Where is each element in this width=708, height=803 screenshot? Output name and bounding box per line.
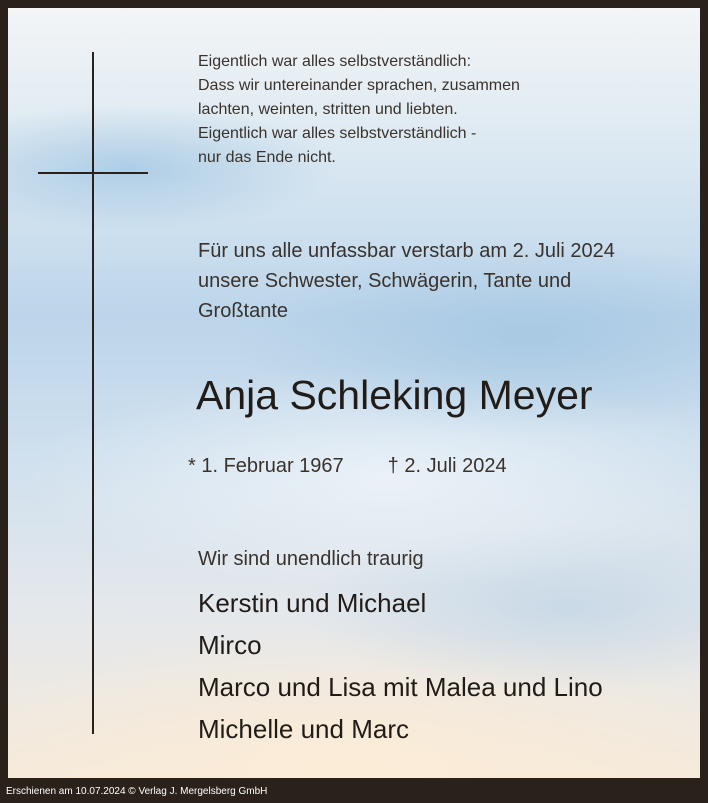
family-member: Michelle und Marc [198, 714, 409, 744]
death-date: † 2. Juli 2024 [387, 455, 507, 477]
life-dates [188, 452, 507, 480]
family-member: Mirco [198, 630, 262, 660]
family-member: Marco und Lisa mit Malea und Lino [198, 672, 603, 702]
poem-line: Eigentlich war alles selbstverständlich: [198, 53, 472, 70]
cross-icon-horizontal [38, 172, 148, 174]
birth-date: * 1. Februar 1967 [188, 455, 344, 477]
poem-line: Eigentlich war alles selbstverständlich - [198, 125, 477, 142]
family-list [198, 582, 603, 750]
announcement-line: Für uns alle unfassbar verstarb am 2. Juli 2024 [198, 240, 615, 262]
announcement-line: unsere Schwester, Schwägerin, Tante und [198, 270, 572, 292]
family-member: Kerstin und Michael [198, 588, 427, 618]
poem-line: Dass wir untereinander sprachen, zusammen [198, 77, 520, 94]
cross-icon-vertical [92, 52, 94, 734]
deceased-name: Anja Schleking Meyer [196, 372, 593, 418]
obituary-card [8, 8, 700, 778]
publication-footer: Erschienen am 10.07.2024 © Verlag J. Mergelsberg GmbH [6, 786, 268, 797]
mourning-line: Wir sind unendlich traurig [198, 548, 424, 570]
poem-line: lachten, weinten, stritten und liebten. [198, 101, 458, 118]
poem-line: nur das Ende nicht. [198, 149, 336, 166]
announcement-text [198, 236, 615, 326]
poem [198, 50, 520, 170]
announcement-line: Großtante [198, 300, 289, 322]
